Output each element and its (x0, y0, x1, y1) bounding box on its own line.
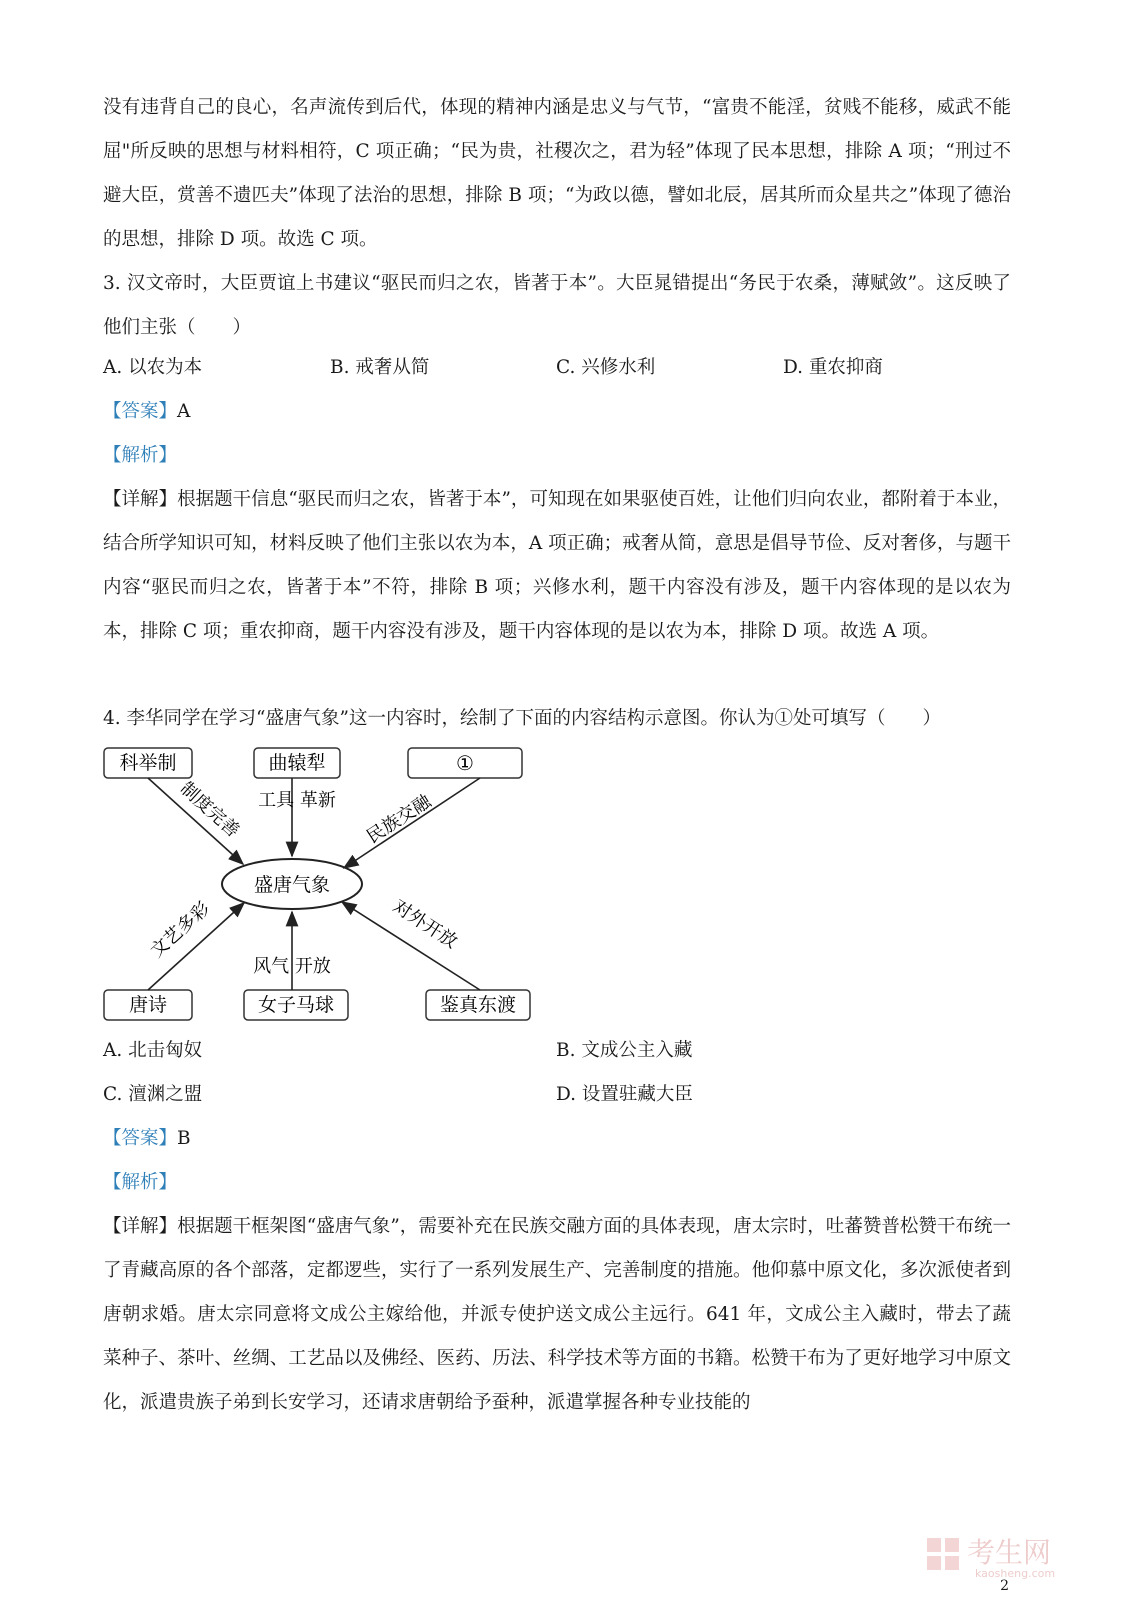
node-jianzhen-text: 鉴真东渡 (439, 994, 517, 1016)
label-duiwai: 对外开放 (389, 895, 461, 953)
node-box-tangshi (104, 990, 192, 1020)
kaosheng-logo-icon (927, 1538, 959, 1570)
q4-option-a: A. 北击匈奴 (103, 1040, 203, 1061)
page-number: 2 (1000, 1578, 1009, 1594)
label-zhidu: 制度完善 (175, 778, 244, 842)
node-box-quyuanli (254, 748, 340, 778)
q4-answer (103, 1117, 1023, 1161)
q4-option-b: B. 文成公主入藏 (556, 1040, 693, 1061)
label-fengqi: 风气 开放 (253, 956, 331, 977)
node-quyuanli-text: 曲辕犁 (268, 752, 326, 774)
node-blank-text: ① (456, 751, 474, 775)
q3-option-b: B. 戒奢从简 (330, 357, 430, 378)
answer-tag: 【答案】 (103, 401, 178, 422)
q3-answer-value: A (177, 401, 191, 422)
q4-option-c: C. 澶渊之盟 (103, 1084, 203, 1105)
q3-answer (103, 390, 1023, 434)
q3-stem: 3. 汉文帝时，大臣贾谊上书建议“驱民而归之农，皆著于本”。大臣晁错提出“务民于农桑，薄赋敛”。这反映了他们主张（ ） (103, 273, 1011, 338)
q3-option-c: C. 兴修水利 (556, 357, 656, 378)
q3-detail-text: 根据题干信息“驱民而归之农，皆著于本”，可知现在如果驱使百姓，让他们归向农业，都附着于本业，结合所学知识可知，材料反映了他们主张以农为本，A 项正确；戒奢从简，意思是倡导节俭、反对奢侈，与题干内容“驱民而归之农，皆著于本”不符，排除 B 项；兴修水利，题干内容没有涉及，题干内容体现的是以农为本，排除 C 项；重农抑商，题干内容没有涉及，题干内容体现的是以农为本，排除 D 项。故选 A 项。 (103, 489, 1011, 642)
prev-explanation: 没有违背自己的良心，名声流传到后代，体现的精神内涵是忠义与气节，“富贵不能淫，贫贱不能移，威武不能屈"所反映的思想与材料相符，C 项正确；“民为贵，社稷次之，君为轻”体现了民本思想，排除 A 项；“刑过不避大臣，赏善不遗匹夫”体现了法治的思想，排除 B 项；“为政以德，譬如北辰，居其所而众星共之”体现了德治的思想，排除 D 项。故选 C 项。 (103, 97, 1011, 250)
node-box-keju (104, 748, 192, 778)
q4-detail (103, 1205, 1011, 1425)
q3-option-a: A. 以农为本 (103, 357, 203, 378)
center-node-text: 盛唐气象 (253, 874, 331, 896)
detail-tag: 【详解】 (103, 1216, 178, 1237)
watermark-url: kaosheng.com (975, 1567, 1056, 1580)
q3-analysis-tag: 【解析】 (103, 445, 178, 466)
q4-detail-text: 根据题干框架图“盛唐气象”，需要补充在民族交融方面的具体表现，唐太宗时，吐蕃赞普松赞干布统一了青藏高原的各个部落，定都逻些，实行了一系列发展生产、完善制度的措施。他仰慕中原文化，多次派使者到唐朝求婚。唐太宗同意将文成公主嫁给他，并派专使护送文成公主远行。641 年，文成公主入藏时，带去了蔬菜种子、茶叶、丝绸、工艺品以及佛经、医药、历法、科学技术等方面的书籍。松赞干布为了更好地学习中原文化，派遣贵族子弟到长安学习，还请求唐朝给予蚕种，派遣掌握各种专业技能的 (103, 1216, 1011, 1413)
detail-tag: 【详解】 (103, 489, 178, 510)
label-gongju: 工具 革新 (258, 790, 336, 811)
q4-analysis-tag: 【解析】 (103, 1172, 178, 1193)
node-keju-text: 科举制 (119, 752, 177, 774)
node-tangshi-text: 唐诗 (128, 994, 168, 1016)
watermark-cn: 考生网 (967, 1536, 1052, 1569)
answer-tag: 【答案】 (103, 1128, 178, 1149)
node-box-jianzhen (426, 990, 530, 1020)
label-wenyi: 文艺多彩 (146, 898, 215, 962)
center-node (222, 859, 362, 909)
q4-answer-value: B (177, 1128, 191, 1149)
node-box-blank (408, 748, 522, 778)
watermark-logo (925, 1532, 1095, 1580)
q4-option-d: D. 设置驻藏大臣 (556, 1084, 693, 1105)
node-box-nvzimaqiu (244, 990, 348, 1020)
structure-diagram (96, 744, 546, 1032)
node-nvzimaqiu-text: 女子马球 (257, 994, 335, 1016)
label-minzu: 民族交融 (363, 790, 435, 848)
q4-stem: 4. 李华同学在学习“盛唐气象”这一内容时，绘制了下面的内容结构示意图。你认为①处可填写（ ） (103, 708, 941, 729)
q3-detail (103, 478, 1011, 654)
q3-option-d: D. 重农抑商 (783, 357, 883, 378)
